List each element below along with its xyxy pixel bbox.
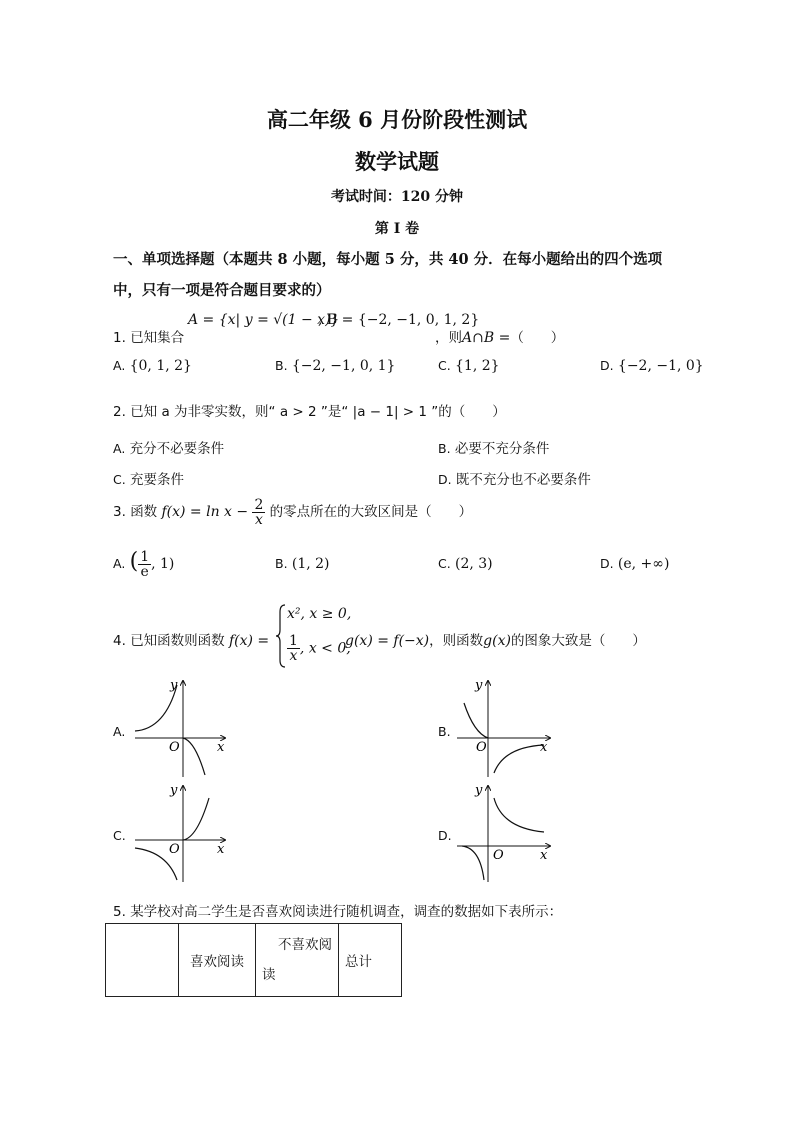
svg-text:O: O — [493, 848, 504, 863]
svg-text:O: O — [169, 842, 180, 857]
table-header-total: 总计 — [339, 924, 402, 997]
q2-number: 2. — [113, 404, 126, 420]
table-header-dislike: 不喜欢阅 读 — [256, 924, 339, 997]
curve-right — [494, 798, 544, 832]
svg-text:x: x — [217, 740, 225, 755]
q1-set-a: A = {x| y = √(1 − x)} — [188, 312, 340, 328]
q4-brace — [276, 604, 286, 668]
svg-text:y: y — [475, 783, 483, 798]
table-row — [106, 924, 402, 997]
q1-then: ，则A∩B =（ ） — [435, 330, 565, 346]
q3-stem: 3. 函数 f(x) = ln x − $\frac{2}{x}$ 的零点所在的大致区间是（ ） — [113, 496, 473, 528]
q4-graph-label-b: B. — [438, 724, 451, 739]
q5-stem-text: 某学校对高二学生是否喜欢阅读进行随机调查，调查的数据如下表所示： — [130, 904, 563, 920]
svg-text:x: x — [217, 842, 225, 857]
q2-stem-text: 已知 a 为非零实数，则“ a > 2 ”是“ |a − 1| > 1 ”的（ ） — [130, 404, 506, 420]
q4-stem: 4. 已知函数则函数 f(x) = — [113, 633, 270, 649]
q4-case2: $\frac{1}{x}$ , x < 0, — [289, 633, 351, 664]
q2-option-b: B. 必要不充分条件 — [438, 441, 550, 457]
q3-option-c: C. (2, 3) — [438, 556, 493, 572]
q1-option-d: D. {−2, −1, 0} — [600, 358, 704, 374]
q3-option-b: B. (1, 2) — [275, 556, 330, 572]
q1-set-b: , B = {−2, −1, 0, 1, 2} — [318, 312, 480, 328]
curve-left — [462, 846, 484, 880]
q4-graph-b — [452, 675, 557, 780]
q1-option-a: A. {0, 1, 2} — [113, 358, 192, 374]
curve-right — [183, 798, 209, 840]
q3-option-d: D. (e, +∞) — [600, 556, 670, 572]
q3-option-a: A. ( $\frac{1}{e}$ , 1) — [113, 548, 175, 580]
q2-stem — [113, 400, 506, 420]
q1-number: 1. — [113, 330, 126, 346]
exam-subject: 数学试题 — [355, 149, 439, 174]
exam-title: 高二年级 6 月份阶段性测试 — [266, 107, 528, 132]
q4-g-def: g(x) = f(−x)，则函数g(x)的图象大致是（ ） — [345, 633, 646, 649]
q1-expr: A∩B = — [462, 330, 511, 346]
exam-time: 考试时间：120 分钟 — [330, 189, 464, 205]
q5-table — [105, 923, 402, 997]
curve-right — [494, 745, 544, 773]
curve-right — [183, 738, 205, 775]
q5-number: 5. — [113, 904, 126, 920]
svg-text:x: x — [540, 740, 548, 755]
table-cell-empty — [106, 924, 179, 997]
table-header-like: 喜欢阅读 — [179, 924, 256, 997]
svg-text:y: y — [475, 678, 483, 693]
section-heading-line1: 一、单项选择题（本题共 8 小题，每小题 5 分，共 40 分．在每小题给出的四个选项 — [113, 251, 663, 268]
section-heading-line2: 中，只有一项是符合题目要求的） — [113, 282, 331, 299]
q4-graph-label-d: D. — [438, 828, 452, 843]
q4-graph-label-c: C. — [113, 828, 126, 843]
q4-func: f(x) = — [228, 633, 270, 649]
q1-option-c: C. {1, 2} — [438, 358, 500, 374]
q4-graph-label-a: A. — [113, 724, 126, 739]
q4-graph-d — [452, 780, 557, 885]
q1-option-b: B. {−2, −1, 0, 1} — [275, 358, 396, 374]
exam-volume: 第 I 卷 — [374, 221, 420, 237]
q4-graph-c — [125, 780, 235, 885]
q2-option-c: C. 充要条件 — [113, 472, 184, 488]
q2-option-d: D. 既不充分也不必要条件 — [438, 472, 591, 488]
q3-fraction: $\frac{2}{x}$ — [254, 496, 264, 528]
q3-func: f(x) = ln x − — [161, 504, 249, 520]
q4-number: 4. — [113, 633, 126, 649]
svg-text:y: y — [170, 783, 178, 798]
q5-stem — [113, 900, 562, 920]
svg-text:x: x — [540, 848, 548, 863]
q4-case1: x², x ≥ 0, — [287, 606, 352, 622]
svg-text:y: y — [170, 678, 178, 693]
q1-stem-text: 已知集合 — [130, 330, 185, 346]
q3-number: 3. — [113, 504, 126, 520]
svg-text:O: O — [169, 740, 180, 755]
curve-left — [464, 703, 488, 738]
q2-option-a: A. 充分不必要条件 — [113, 441, 225, 457]
q4-graph-a — [125, 675, 235, 780]
svg-text:O: O — [476, 740, 487, 755]
q1-stem — [113, 326, 184, 346]
q1-paren: （ ） — [510, 330, 565, 346]
